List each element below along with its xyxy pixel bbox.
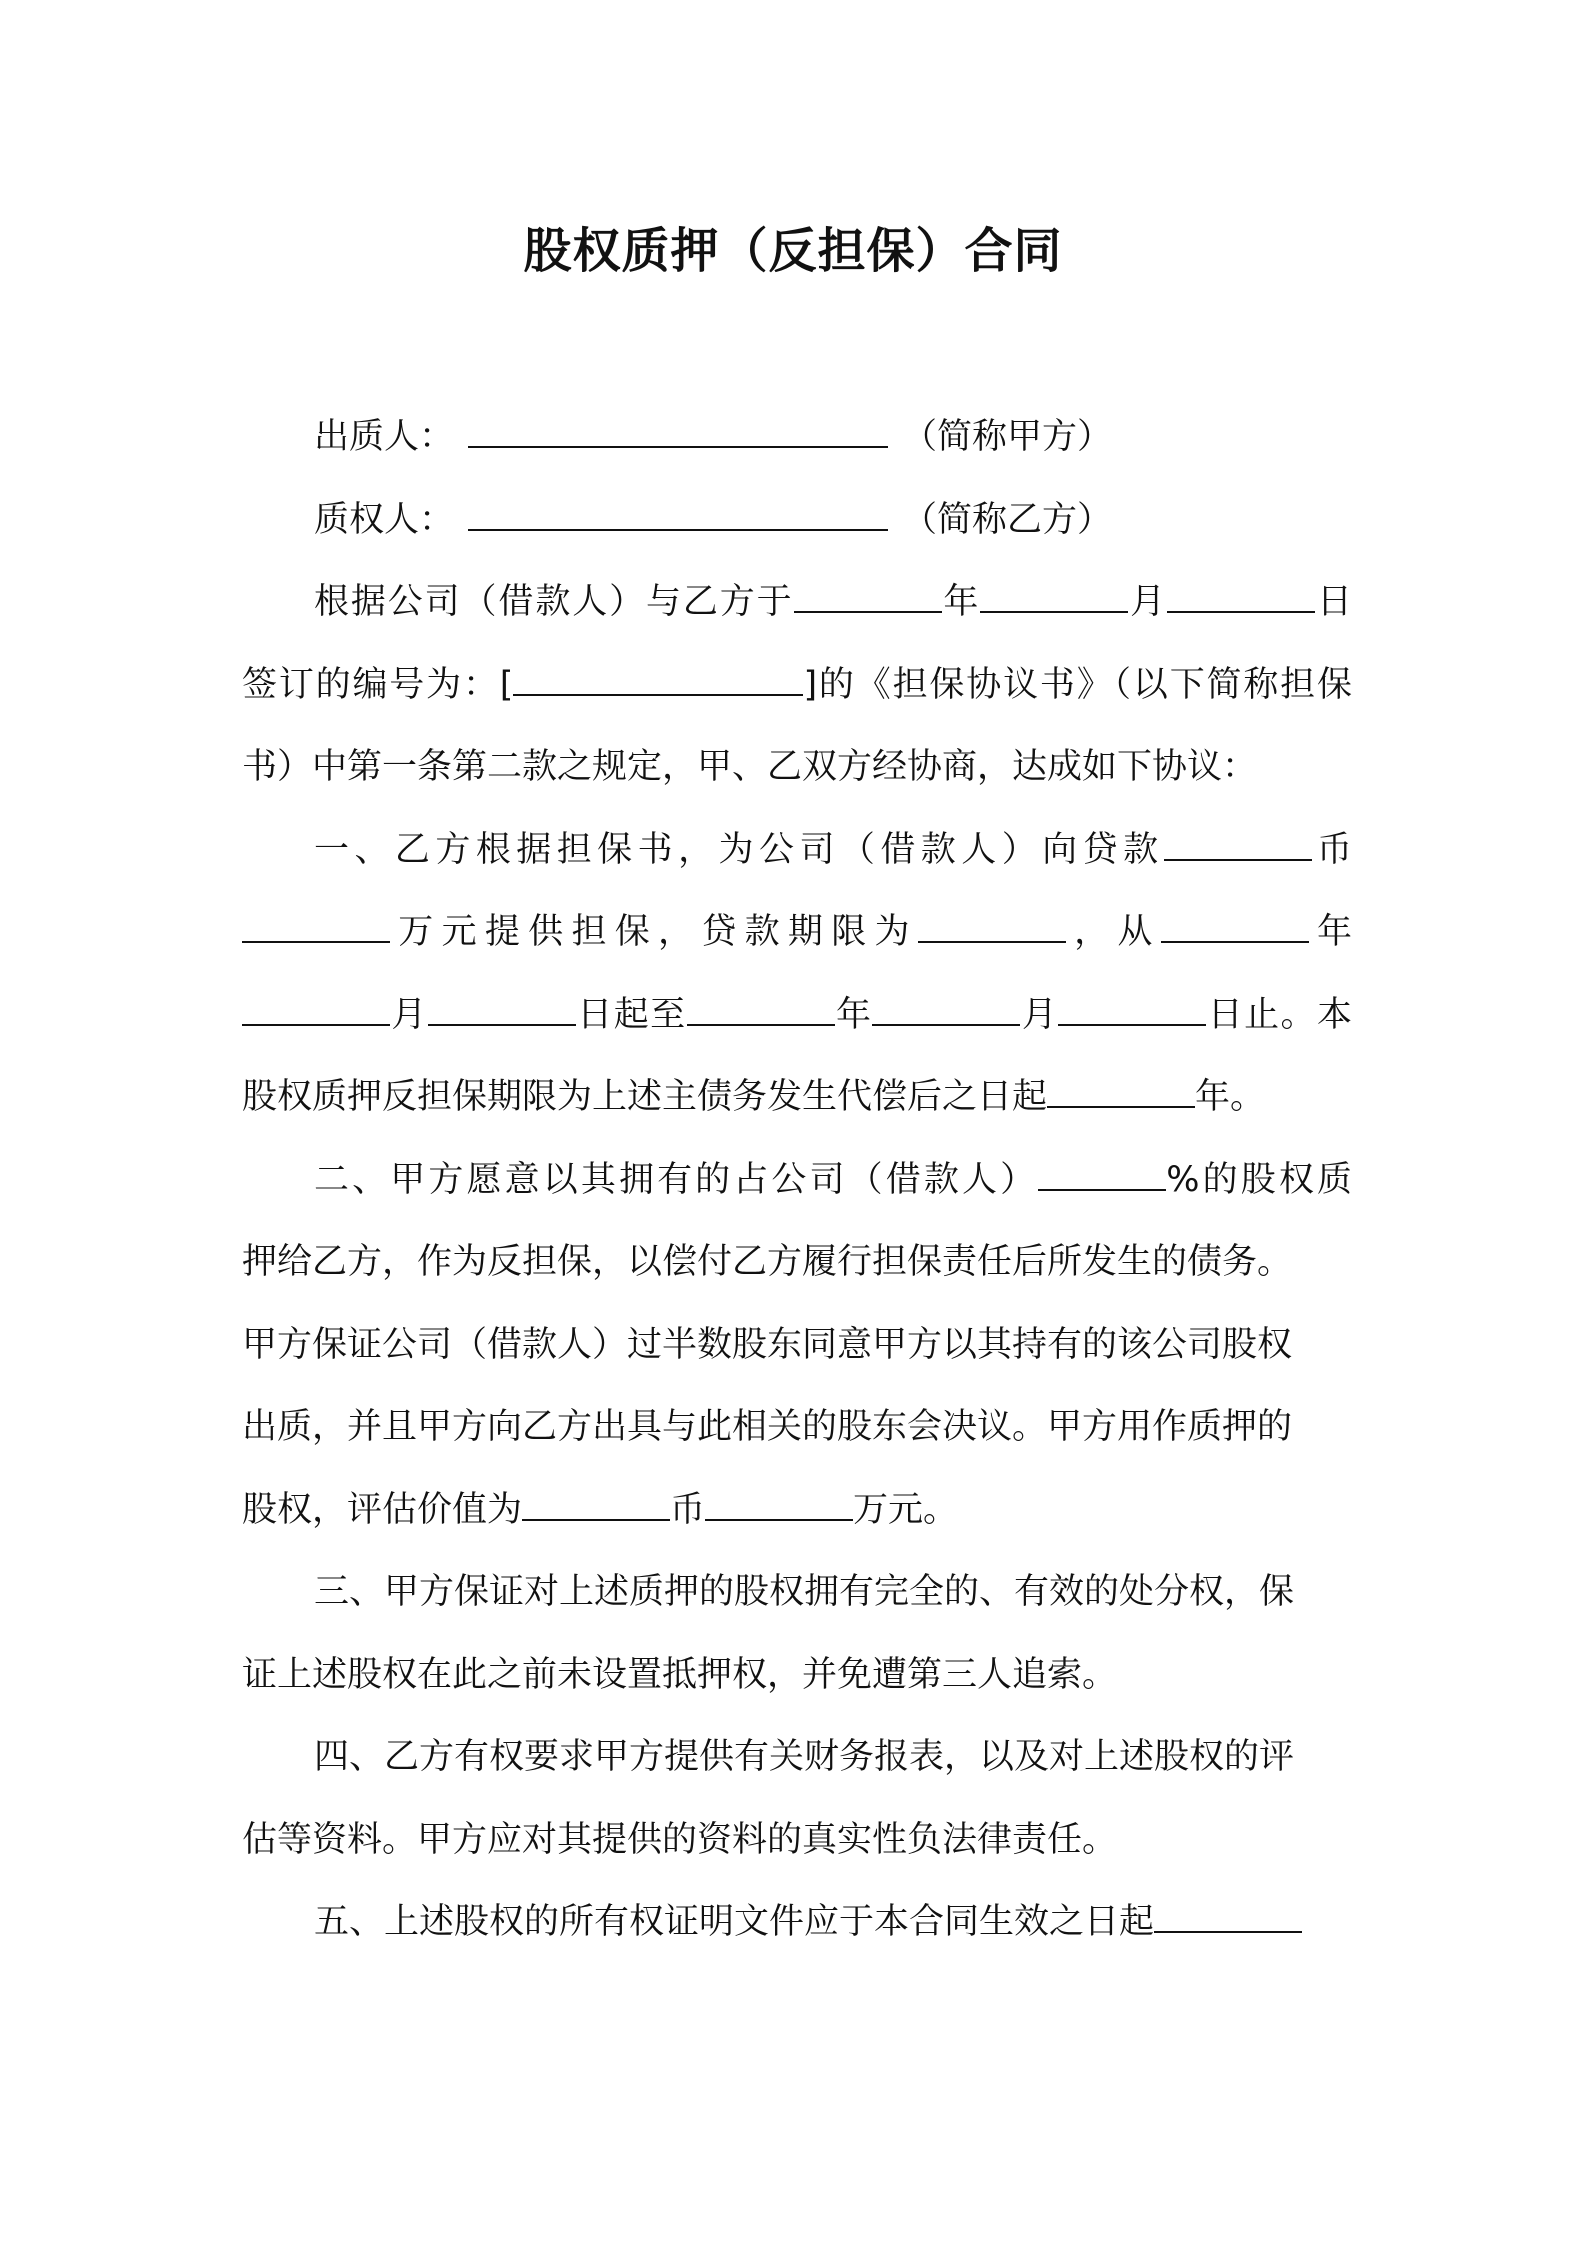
end-year-blank (687, 994, 835, 1026)
clause2-text: 股权，评估价值为 (242, 1489, 523, 1530)
intro-line-3 (242, 726, 1352, 809)
clause2-text: 甲方保证公司（借款人）过半数股东同意甲方以其持有的该公司股权 (242, 1324, 1293, 1365)
end-day-blank (1058, 994, 1206, 1026)
clause1-text: 万元提供担保，贷款期限为 (390, 912, 918, 952)
pledgor-abbr: （简称甲方） (902, 417, 1113, 457)
clause2-text: %的股权质 (1166, 1159, 1352, 1200)
clause3-text: 三、甲方保证对上述质押的股权拥有完全的、有效的处分权，保 (314, 1572, 1295, 1612)
clause4-text: 估等资料。甲方应对其提供的资料的真实性负法律责任。 (242, 1819, 1118, 1860)
delivery-days-blank (1154, 1901, 1302, 1933)
clause1-text: 股权质押反担保期限为上述主债务发生代偿后之日起 (242, 1077, 1048, 1117)
month-label: 月 (1128, 582, 1168, 622)
end-month-blank (872, 994, 1020, 1026)
clause4-line-1 (242, 1716, 1352, 1799)
clause1-text: 年。 (1195, 1077, 1266, 1117)
clause3-line-2 (242, 1634, 1352, 1717)
contract-body (242, 396, 1352, 1964)
clause2-line-5 (242, 1469, 1352, 1552)
intro-line-2 (242, 644, 1352, 727)
page-title: 股权质押（反担保）合同 (523, 223, 1063, 279)
clause2-line-1 (242, 1139, 1352, 1222)
pledgor-label: 出质人： (314, 417, 455, 457)
clause1-text: ，从 (1065, 912, 1161, 952)
start-year-blank (1161, 911, 1309, 943)
guarantee-years-blank (1047, 1076, 1195, 1108)
clause1-text: 月 (1020, 994, 1059, 1035)
clause4-line-2 (242, 1799, 1352, 1882)
term-blank (918, 911, 1066, 943)
currency-blank (1164, 829, 1312, 861)
valuation-amount-blank (705, 1489, 853, 1521)
valuation-currency-blank (522, 1489, 670, 1521)
day-blank (1167, 581, 1315, 613)
clause3-text: 证上述股权在此之前未设置抵押权，并免遭第三人追索。 (242, 1654, 1118, 1695)
clause1-line-1 (242, 809, 1352, 892)
clause1-line-2 (242, 891, 1352, 974)
month-blank (980, 581, 1128, 613)
year-blank (794, 581, 942, 613)
year-label: 年 (941, 582, 981, 622)
clause2-text: 出质，并且甲方向乙方出具与此相关的股东会决议。甲方用作质押的 (242, 1407, 1293, 1447)
start-month-blank (242, 994, 390, 1026)
pledgor-blank (468, 416, 888, 448)
clause2-text: 押给乙方，作为反担保，以偿付乙方履行担保责任后所发生的债务。 (242, 1242, 1293, 1282)
pledgee-abbr: （简称乙方） (902, 499, 1113, 540)
intro-text: 根据公司（借款人）与乙方于 (314, 582, 794, 622)
clause2-line-3 (242, 1304, 1352, 1387)
clause2-line-4 (242, 1386, 1352, 1469)
clause2-text: 万元。 (853, 1489, 959, 1530)
day-label: 日 (1315, 582, 1352, 622)
clause1-text: 日起至 (575, 994, 687, 1035)
clause1-text: 一、乙方根据担保书，为公司（借款人）向贷款 (314, 829, 1164, 870)
clause2-line-2 (242, 1221, 1352, 1304)
pledgee-blank (468, 499, 888, 531)
intro-text: 书）中第一条第二款之规定，甲、乙双方经协商，达成如下协议： (242, 747, 1258, 787)
clause5-line-1 (242, 1881, 1352, 1964)
intro-line-1 (242, 561, 1352, 644)
pledgee-label: 质权人： (314, 499, 455, 540)
clause1-text: 年 (834, 994, 873, 1035)
clause5-text: 五、上述股权的所有权证明文件应于本合同生效之日起 (314, 1902, 1155, 1942)
clause4-text: 四、乙方有权要求甲方提供有关财务报表，以及对上述股权的评 (314, 1737, 1295, 1777)
clause1-text: 月 (390, 994, 428, 1035)
clause1-text: 年 (1308, 912, 1352, 952)
clause1-text: 币 (1311, 829, 1352, 870)
pledgor-line (242, 396, 1352, 479)
percent-blank (1038, 1159, 1166, 1191)
agreement-number-blank (513, 664, 803, 696)
clause2-text: 二、甲方愿意以其拥有的占公司（借款人） (314, 1159, 1039, 1200)
clause1-text: 日止。本 (1206, 994, 1352, 1035)
clause1-line-4 (242, 1056, 1352, 1139)
intro-text: 签订的编号为：[ (242, 664, 514, 705)
clause2-text: 币 (670, 1489, 706, 1530)
pledgee-line (242, 479, 1352, 562)
clause1-line-3 (242, 974, 1352, 1057)
amount-blank (242, 911, 390, 943)
start-day-blank (428, 994, 576, 1026)
intro-text: ]的《担保协议书》（以下简称担保 (803, 664, 1352, 705)
clause3-line-1 (242, 1551, 1352, 1634)
